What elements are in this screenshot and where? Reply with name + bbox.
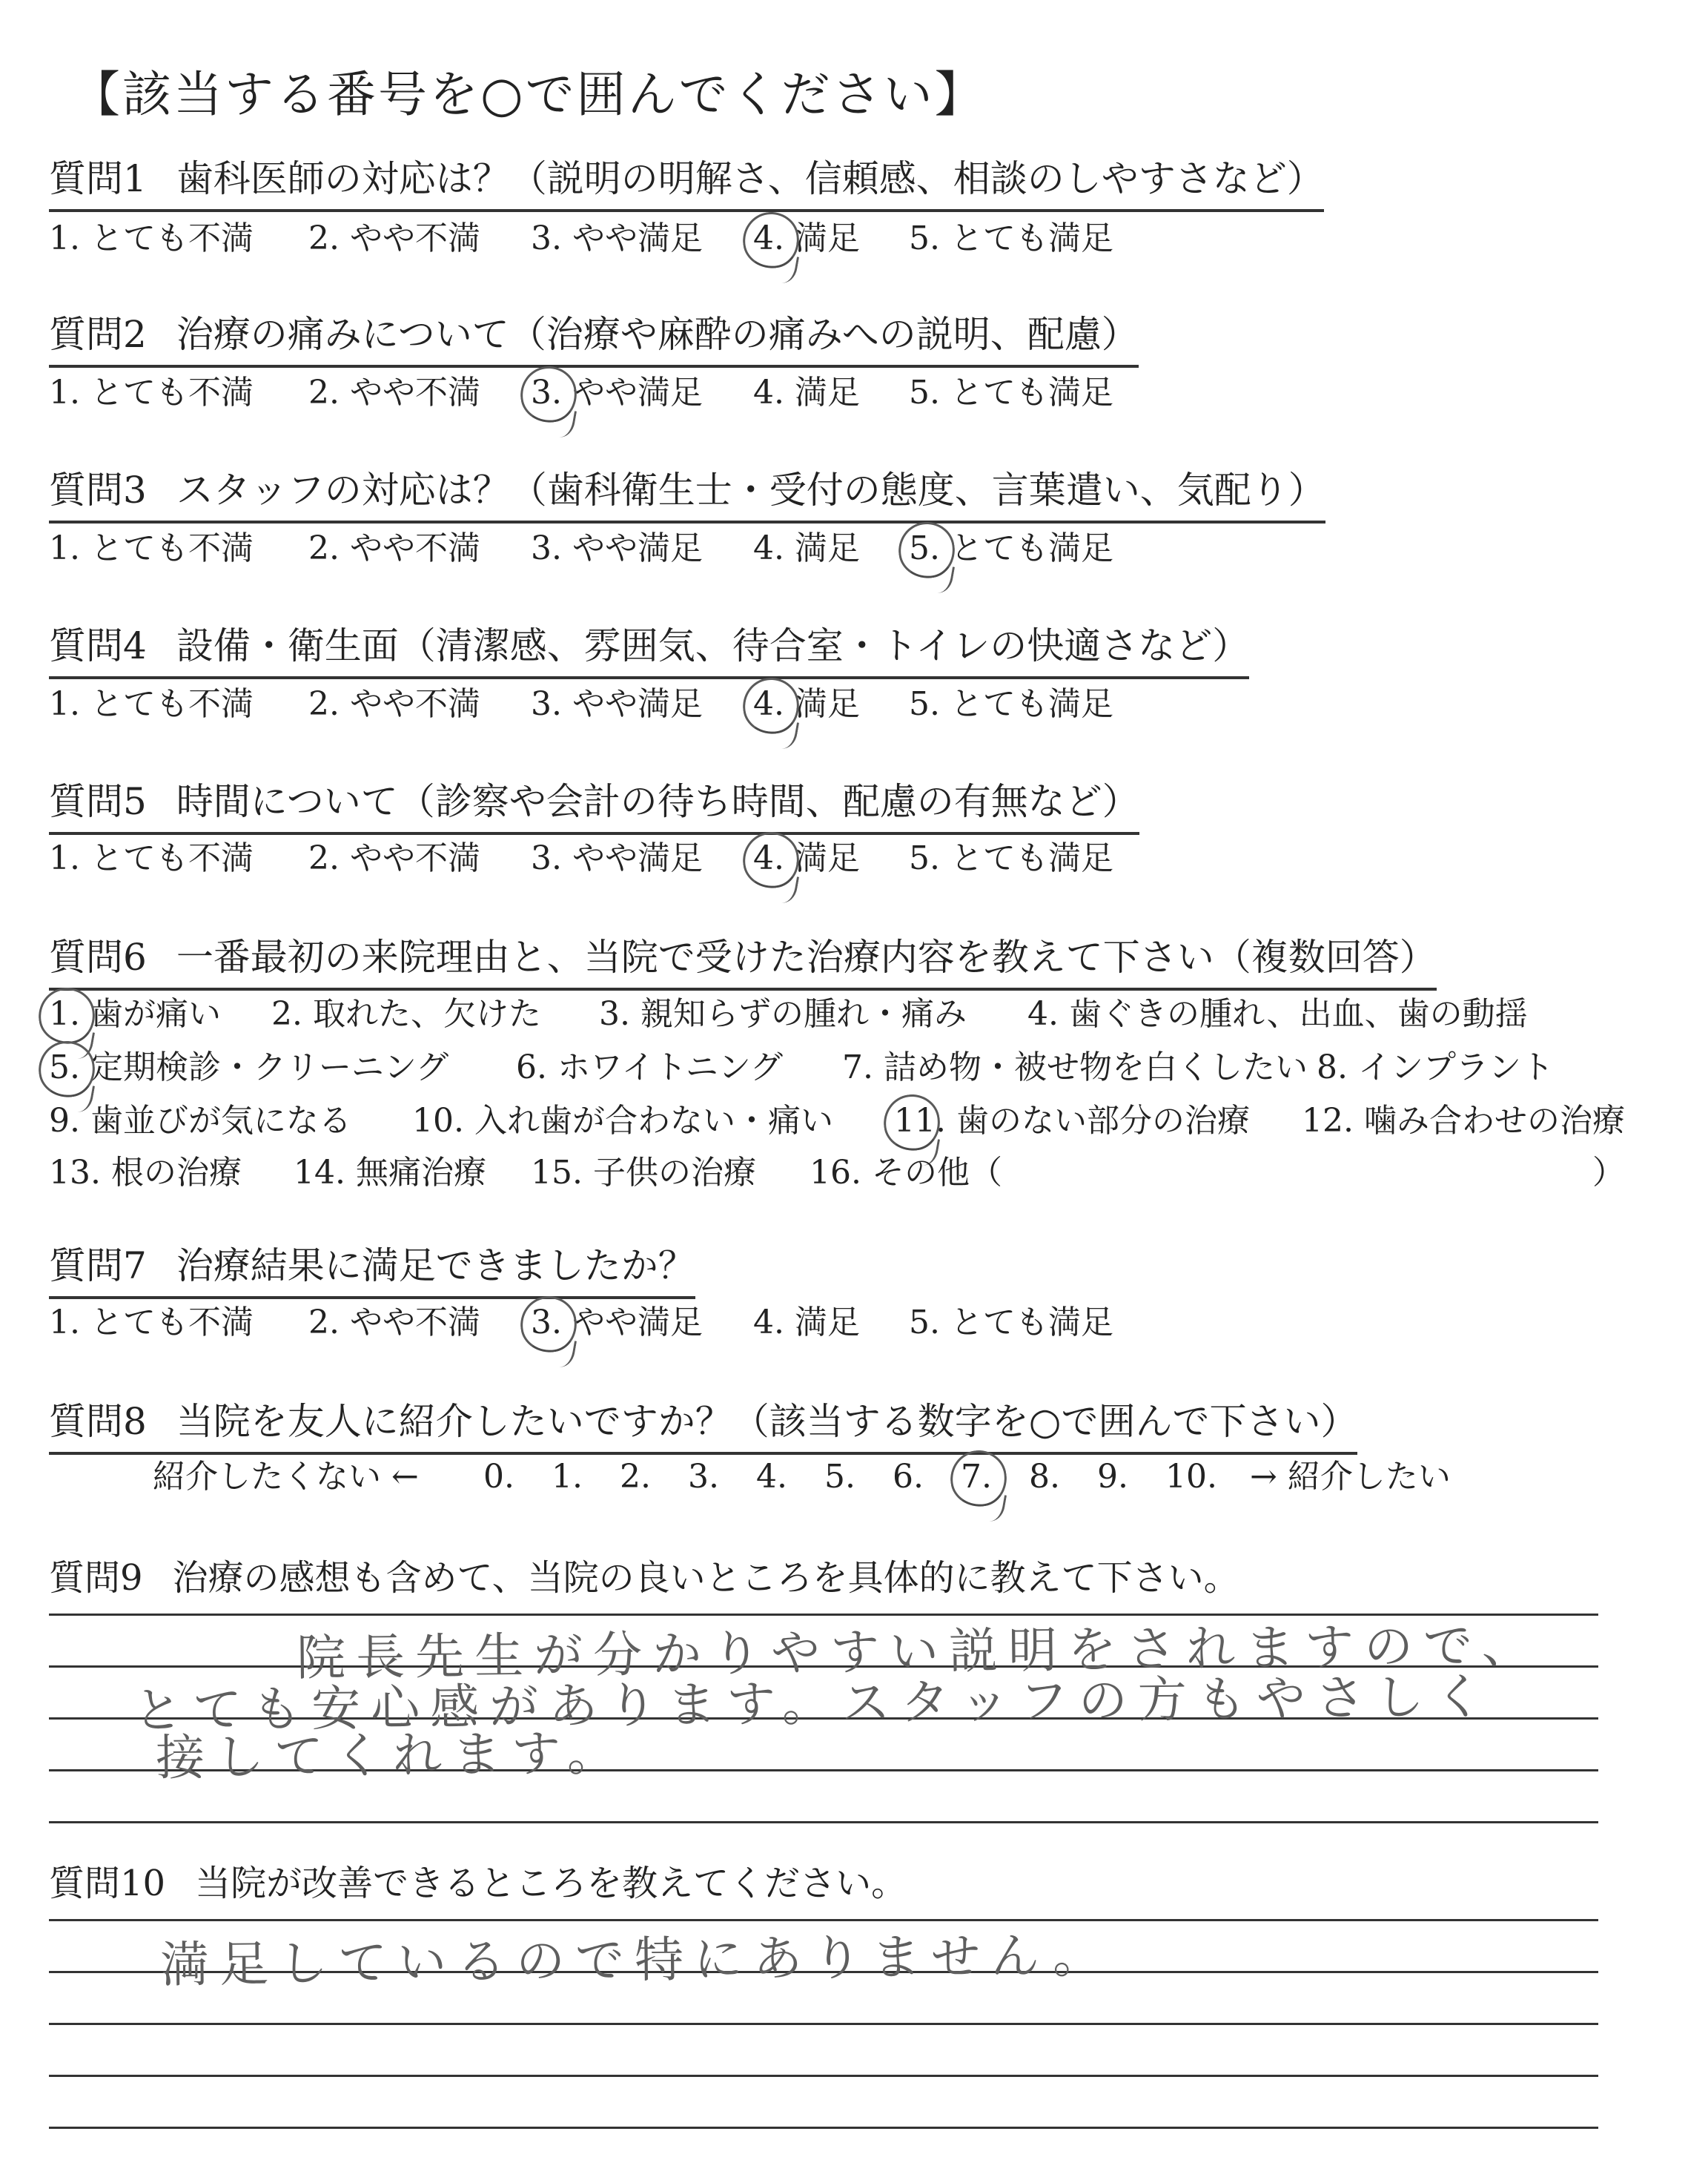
option-11-circled[interactable]: 11. 歯のない部分の治療 [894,1099,1250,1143]
option-5[interactable]: 5. とても満足 [909,219,1113,257]
scale-6[interactable]: 6. [893,1458,924,1496]
option-2[interactable]: 2. やや不満 [308,374,480,412]
option-2[interactable]: 2. やや不満 [308,685,480,723]
option-2[interactable]: 2. やや不満 [308,1304,480,1341]
answer-line [49,2075,1598,2077]
option-4[interactable]: 4. 満足 [753,374,860,412]
answer-line [49,2127,1598,2129]
question-4-title [49,621,1249,679]
scale-left-label: 紹介したくない ← [153,1458,419,1496]
option-4[interactable]: 4. 歯ぐきの腫れ、出血、歯の動揺 [1027,995,1528,1033]
answer-line [49,2023,1598,2025]
option-5-circled[interactable]: 5. 定期検診・クリーニング [49,1046,448,1090]
option-3[interactable]: 3. やや満足 [531,219,703,257]
question-number: 質問2 [49,313,147,356]
handwritten-answer-line-3: 接してくれます。 [155,1724,627,1787]
question-3-title [49,466,1325,524]
scale-5[interactable]: 5. [824,1458,855,1496]
option-4-circled[interactable]: 4. 満足 [753,682,860,727]
question-9-title [49,1556,1239,1600]
question-text: 治療結果に満足できましたか？ [176,1244,695,1287]
option-1[interactable]: 1. とても不満 [49,685,254,723]
handwritten-answer-line-1: 満足しているので特にありません。 [159,1926,1113,1994]
scale-4[interactable]: 4. [756,1458,787,1496]
question-text: 時間について（診察や会計の待ち時間、配慮の有無など） [176,780,1139,823]
question-5-title [49,777,1139,835]
option-14[interactable]: 14. 無痛治療 [294,1154,486,1192]
handwritten-answer-line-1: 院長先生が分かりやすい説明をされますので、 [296,1616,1542,1687]
option-3[interactable]: 3. 親知らずの腫れ・痛み [599,995,967,1033]
option-5[interactable]: 5. とても満足 [909,685,1113,723]
scale-9[interactable]: 9. [1097,1458,1128,1496]
option-5-circled[interactable]: 5. とても満足 [909,526,1113,571]
question-text: 治療の感想も含めて、当院の良いところを具体的に教えて下さい。 [172,1557,1239,1599]
option-16-close-paren: ） [1592,1154,1625,1192]
scale-right-label: → 紹介したい [1250,1458,1451,1496]
option-1[interactable]: 1. とても不満 [49,219,254,257]
question-number: 質問3 [49,469,147,512]
scale-10[interactable]: 10. [1165,1458,1217,1496]
option-1[interactable]: 1. とても不満 [49,529,254,567]
option-1[interactable]: 1. とても不満 [49,839,254,877]
option-2[interactable]: 2. やや不満 [308,219,480,257]
question-text: 歯科医師の対応は？（説明の明解さ、信頼感、相談のしやすさなど） [176,157,1324,200]
option-4-circled[interactable]: 4. 満足 [753,836,860,881]
option-3[interactable]: 3. やや満足 [531,685,703,723]
option-3-circled[interactable]: 3. やや満足 [531,1301,703,1345]
option-3[interactable]: 3. やや満足 [531,839,703,877]
option-6[interactable]: 6. ホワイトニング [516,1048,784,1086]
option-4-circled[interactable]: 4. 満足 [753,217,860,261]
question-1-title [49,154,1324,212]
question-text: 設備・衛生面（清潔感、雰囲気、待合室・トイレの快適さなど） [176,624,1250,667]
option-2[interactable]: 2. やや不満 [308,839,480,877]
question-6-title [49,933,1437,991]
question-number: 質問4 [49,624,147,667]
question-7-title [49,1241,695,1299]
question-8-title [49,1397,1357,1455]
option-1-circled[interactable]: 1. 歯が痛い [49,992,221,1037]
question-text: 当院が改善できるところを教えてください。 [195,1863,907,1904]
scale-3[interactable]: 3. [688,1458,719,1496]
question-text: スタッフの対応は？（歯科衛生士・受付の態度、言葉遣い、気配り） [176,469,1325,512]
option-3[interactable]: 3. やや満足 [531,529,703,567]
question-number: 質問8 [49,1400,147,1443]
option-4[interactable]: 4. 満足 [753,1304,860,1341]
option-1[interactable]: 1. とても不満 [49,374,254,412]
scale-2[interactable]: 2. [620,1458,651,1496]
question-text: 治療の痛みについて（治療や麻酔の痛みへの説明、配慮） [176,313,1139,356]
question-number: 質問5 [49,780,147,823]
question-number: 質問1 [49,157,147,200]
option-8[interactable]: 8. インプラント [1317,1048,1554,1086]
question-text: 当院を友人に紹介したいですか？（該当する数字を○で囲んで下さい） [176,1400,1358,1443]
scale-0[interactable]: 0. [483,1458,514,1496]
option-15[interactable]: 15. 子供の治療 [531,1154,756,1192]
option-2[interactable]: 2. 取れた、欠けた [271,995,541,1033]
option-16[interactable]: 16. その他（ [810,1154,1002,1192]
option-4[interactable]: 4. 満足 [753,529,860,567]
scale-1[interactable]: 1. [552,1458,583,1496]
option-1[interactable]: 1. とても不満 [49,1304,254,1341]
scale-7-circled[interactable]: 7. [961,1455,992,1499]
question-number: 質問10 [49,1863,166,1904]
question-number: 質問9 [49,1557,143,1599]
option-2[interactable]: 2. やや不満 [308,529,480,567]
option-13[interactable]: 13. 根の治療 [49,1154,242,1192]
instruction-heading: 【該当する番号を○で囲んでください】 [71,66,986,123]
option-5[interactable]: 5. とても満足 [909,1304,1113,1341]
question-number: 質問6 [49,936,147,979]
question-text: 一番最初の来院理由と、当院で受けた治療内容を教えて下さい（複数回答） [176,936,1437,979]
option-5[interactable]: 5. とても満足 [909,374,1113,412]
question-10-title [49,1861,907,1906]
question-number: 質問7 [49,1244,147,1287]
option-12[interactable]: 12. 噛み合わせの治療 [1302,1102,1625,1140]
option-7[interactable]: 7. 詰め物・被せ物を白くしたい [842,1048,1308,1086]
option-3-circled[interactable]: 3. やや満足 [531,371,703,415]
answer-line [49,1821,1598,1823]
scale-8[interactable]: 8. [1029,1458,1060,1496]
option-5[interactable]: 5. とても満足 [909,839,1113,877]
handwritten-answer-line-2: とても安心感があります。スタッフの方もやさしく [133,1668,1494,1740]
option-10[interactable]: 10. 入れ歯が合わない・痛い [412,1102,833,1140]
question-2-title [49,310,1139,368]
option-9[interactable]: 9. 歯並びが気になる [49,1102,351,1140]
